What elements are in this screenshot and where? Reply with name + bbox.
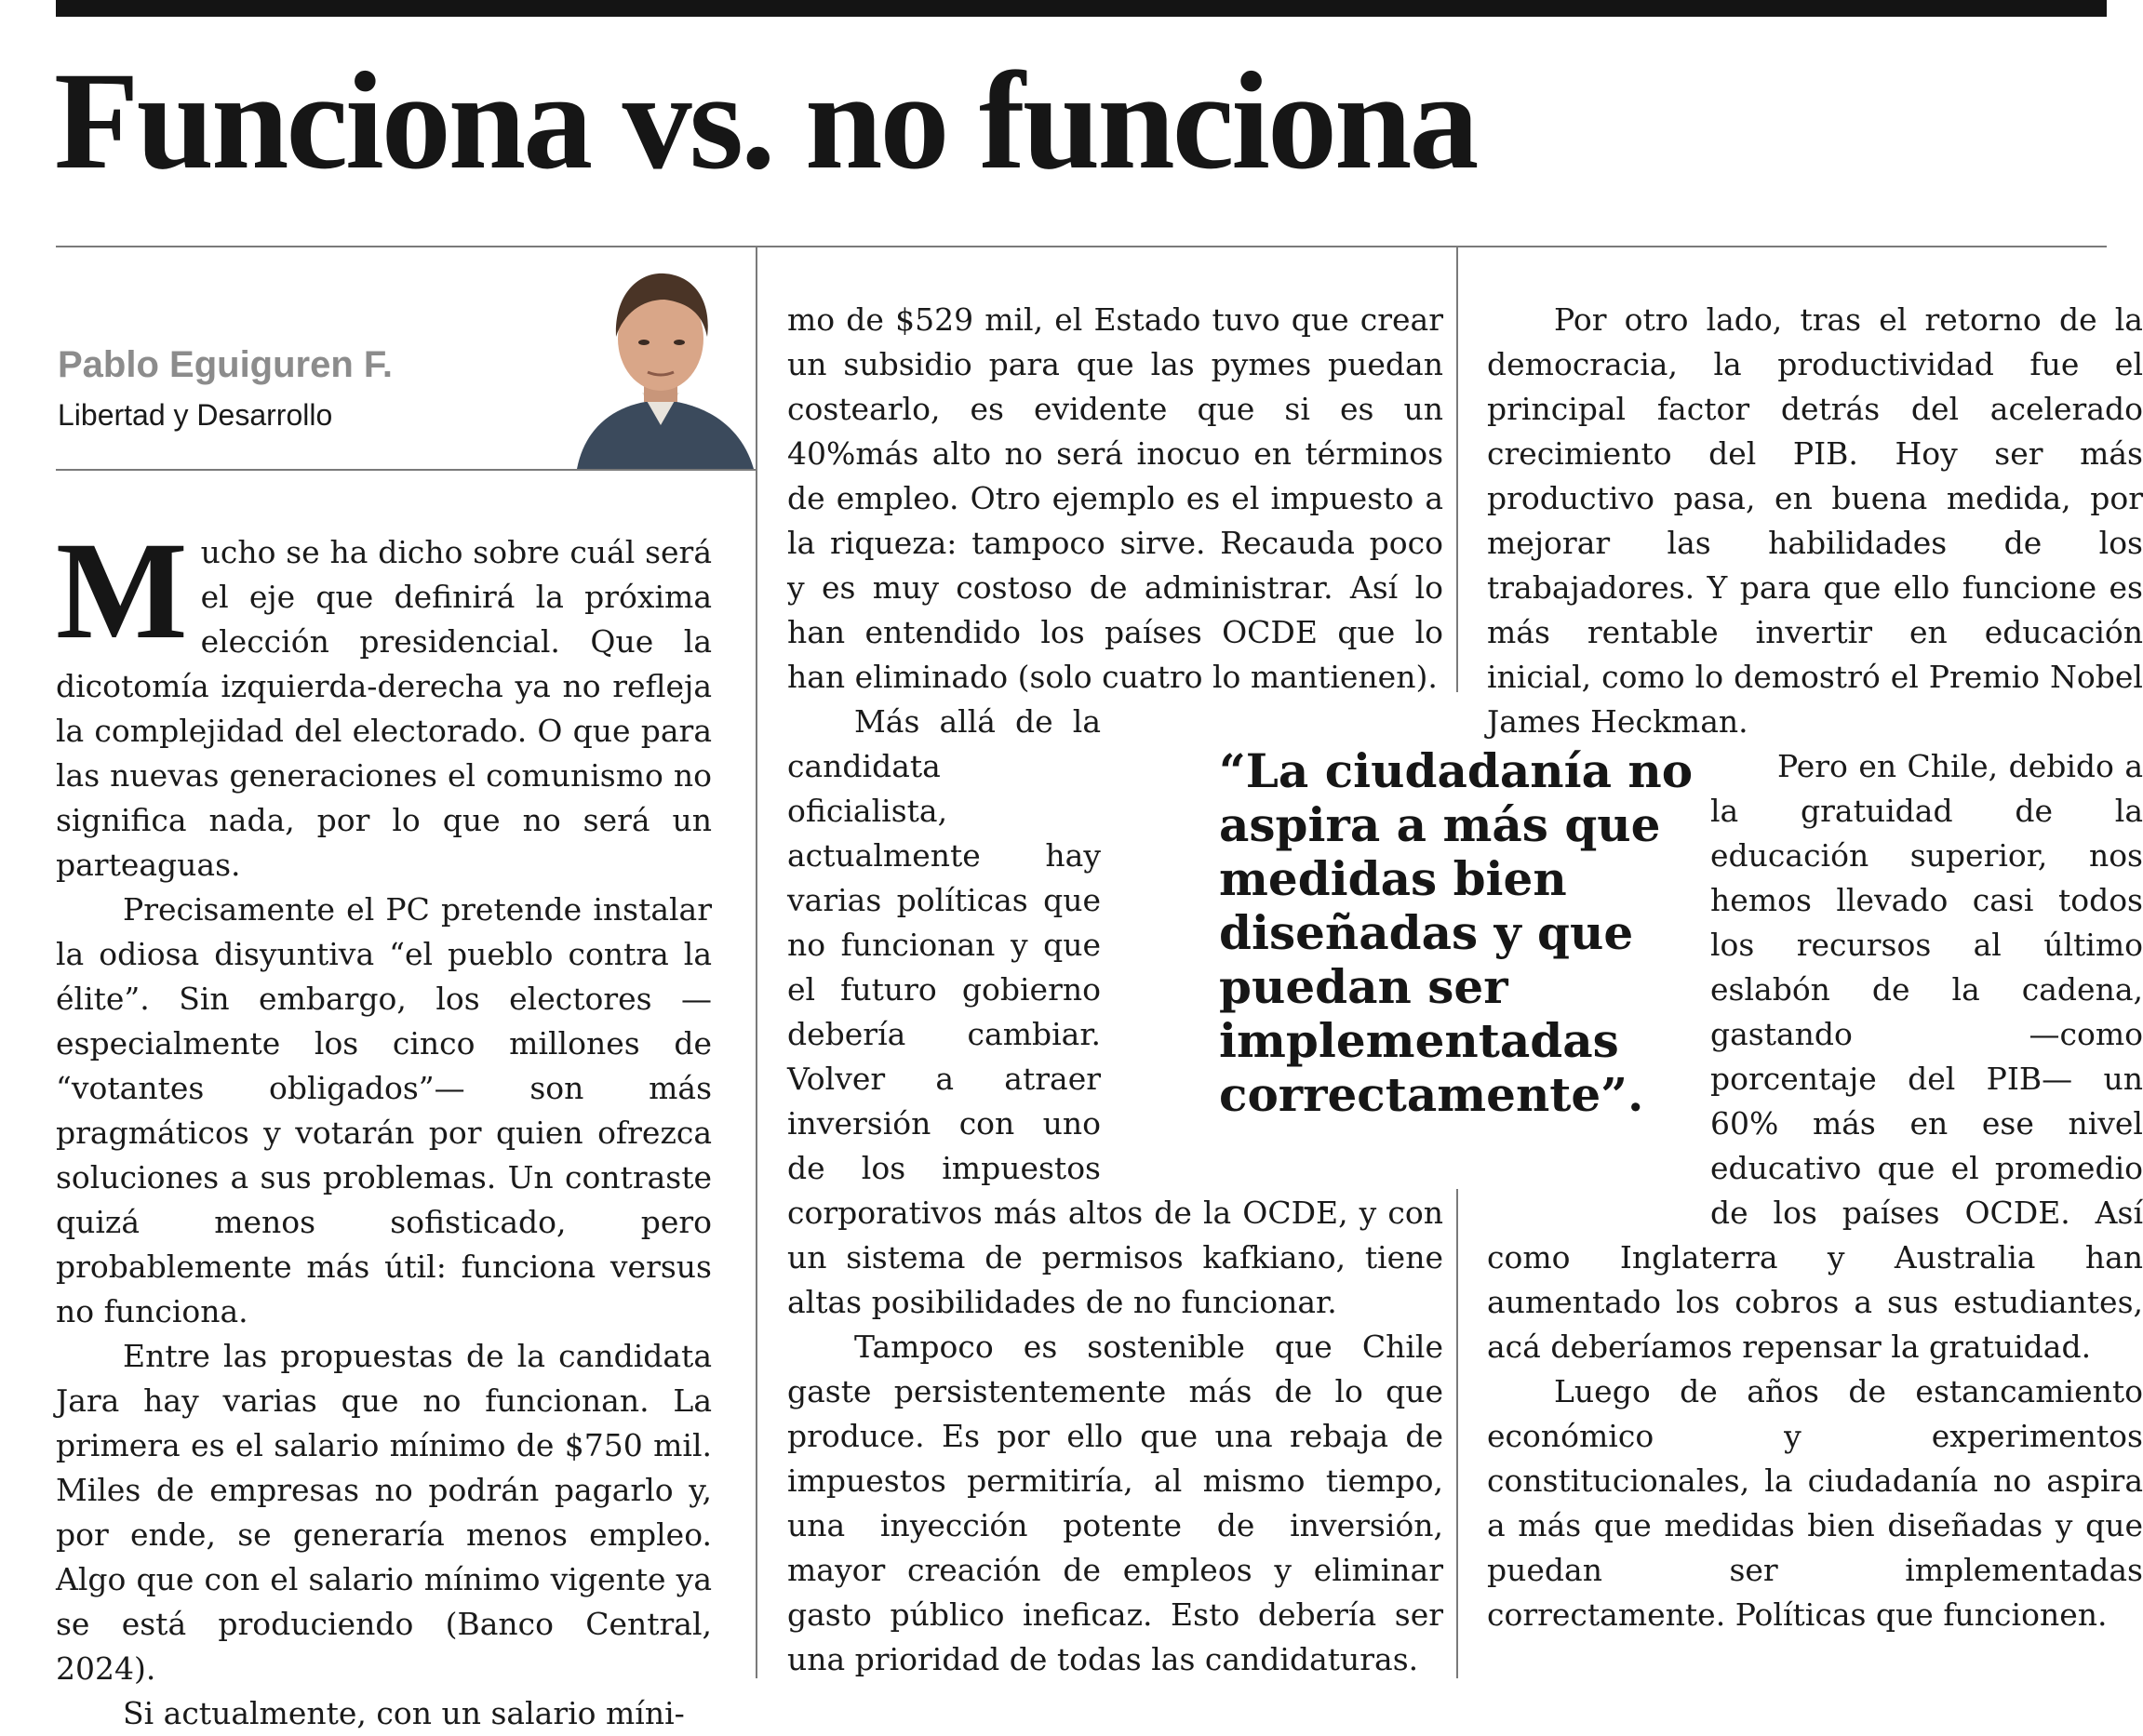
author-photo-icon [568, 262, 754, 469]
article-column-1 [56, 514, 712, 1731]
page-title: Funciona vs. no funciona [54, 44, 1477, 198]
paragraph: Pero en Chile, debido a la gratuidad de la educación superior, nos hemos llevado casi todos los recursos al último eslabón de la cadena, gastando —como porcentaje del PIB— un 60% más en ese nivel educativo que el promedio de los países OCDE. Así como Inglaterra y Australia han aumentado los cobros a sus estudiantes, acá deberíamos repensar la gratuidad. [1487, 748, 2143, 1365]
header-divider [56, 246, 2107, 247]
paragraph: Por otro lado, tras el retorno de la democracia, la productividad fue el principal factor detrás del acelerado crecimiento del PIB. Hoy ser más productivo pasa, en buena medida, por mejorar las habilidades de los trabajadores. Y para que ello funcione es más rentable invertir en educación inicial, como lo demostró el Premio Nobel James Heckman. [1487, 301, 2143, 740]
paragraph: Mucho se ha dicho sobre cuál será el eje que definirá la próxima elección presidencial. Que la dicotomía izquierda-derecha ya no refleja la complejidad del electorado. O que para las nuevas generaciones el comunismo no significa nada, por lo que no será un parteaguas. [56, 514, 712, 883]
paragraph: Precisamente el PC pretende instalar la odiosa disyuntiva “el pueblo contra la élite”. Sin embargo, los electores —especialmente los cinco millones de “votantes obligados”— son más pragmáticos y votarán por quien ofrezca soluciones a sus problemas. Un contraste quizá menos sofisticado, pero probablemente más útil: funciona versus no funciona. [56, 891, 712, 1329]
top-rule [56, 0, 2107, 17]
pull-quote: “La ciudadanía no aspira a más que medidas bien diseñadas y que puedan ser implementadas correctamente”. [1219, 743, 1694, 1122]
author-name: Pablo Eguiguren F. [58, 344, 394, 385]
paragraph: Tampoco es sostenible que Chile gaste persistentemente más de lo que produce. Es por ello que una rebaja de impuestos permitiría, al mismo tiempo, una inyección potente de inversión, mayor creación de empleos y eliminar gasto público ineficaz. Esto debería ser una prioridad de todas las candidaturas. [787, 1329, 1443, 1677]
paragraph: Más allá de la candidata oficialista, actualmente hay varias políticas que no funcionan y que el futuro gobierno debería cambiar. Volver a atraer inversión con uno de los impuestos corporativos más altos de la OCDE, y con un sistema de permisos kafkiano, tiene altas posibilidades de no funcionar. [787, 703, 1443, 1320]
paragraph: Luego de años de estancamiento económico y experimentos constitucionales, la ciudadanía no aspira a más que medidas bien diseñadas y que puedan ser implementadas correctamente. Políticas que funcionen. [1487, 1373, 2143, 1633]
author-organization: Libertad y Desarrollo [58, 398, 333, 432]
paragraph: Entre las propuestas de la candidata Jara hay varias que no funcionan. La primera es el salario mínimo de $750 mil. Miles de empresas no podrán pagarlo y, por ende, se generaría menos empleo. Algo que con el salario mínimo vigente ya se está produciendo (Banco Central, 2024). [56, 1338, 712, 1687]
paragraph: mo de $529 mil, el Estado tuvo que crear un subsidio para que las pymes puedan costearlo, es evidente que si es un 40%más alto no será inocuo en términos de empleo. Otro ejemplo es el impuesto a la riqueza: tampoco sirve. Recauda poco y es muy costoso de administrar. Así lo han entendido los países OCDE que lo han eliminado (solo cuatro lo mantienen). [787, 301, 1443, 695]
column-divider-3 [1456, 1189, 1458, 1678]
byline-divider [56, 469, 756, 471]
paragraph: Si actualmente, con un salario míni- [123, 1695, 685, 1731]
drop-cap: M [56, 514, 188, 668]
column-divider-2 [1456, 246, 1458, 692]
column-divider-1 [756, 246, 757, 1678]
